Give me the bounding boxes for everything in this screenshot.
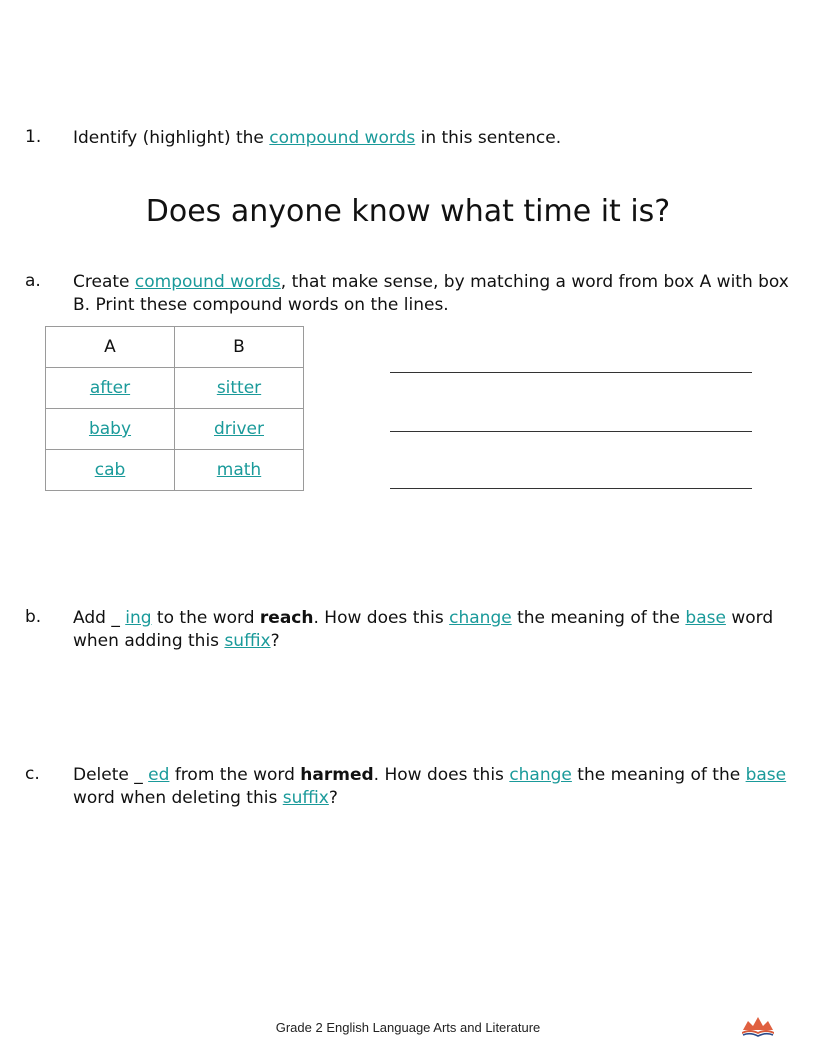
table-cell: [46, 409, 175, 450]
compound-words-link[interactable]: compound words: [134, 272, 281, 292]
question-label: a.: [25, 271, 41, 291]
change-link[interactable]: change: [509, 765, 572, 785]
change-link[interactable]: change: [449, 608, 512, 628]
table-cell: [175, 368, 304, 409]
column-header-a: A: [46, 327, 175, 368]
ed-link[interactable]: ed: [148, 765, 170, 785]
question-label: b.: [25, 607, 42, 627]
compound-words-link[interactable]: compound words: [269, 128, 416, 148]
table-cell: [46, 368, 175, 409]
base-link[interactable]: base: [685, 608, 726, 628]
table-row: [46, 368, 304, 409]
question-text: [73, 127, 793, 150]
table-cell: [46, 450, 175, 491]
question-text: [73, 607, 793, 652]
text-segment: Identify (highlight) the: [73, 128, 270, 148]
answer-line-1[interactable]: [390, 372, 752, 373]
answer-line-2[interactable]: [390, 431, 752, 432]
text-segment: ?: [270, 630, 280, 651]
text-segment: the meaning of the: [571, 765, 746, 785]
text-segment: to the word: [151, 608, 260, 628]
text-segment: Delete _: [73, 765, 149, 785]
ing-link[interactable]: ing: [125, 608, 152, 628]
text-segment: in this sentence.: [415, 128, 562, 148]
question-number: 1.: [25, 127, 42, 147]
text-segment: the meaning of the: [511, 608, 686, 628]
column-header-b: B: [175, 327, 304, 368]
table-header-row: [46, 327, 304, 368]
word-link-driver[interactable]: driver: [213, 419, 264, 439]
book-logo-icon: [741, 1014, 775, 1043]
text-segment: ?: [328, 787, 338, 808]
table-cell: [175, 450, 304, 491]
table-cell: [175, 409, 304, 450]
word-link-after[interactable]: after: [89, 378, 131, 398]
suffix-link[interactable]: suffix: [282, 787, 329, 808]
text-segment: . How does this: [373, 765, 510, 785]
text-segment: from the word: [169, 765, 301, 785]
word-link-baby[interactable]: baby: [88, 419, 132, 439]
keyword-reach: reach: [259, 608, 314, 628]
table-row: [46, 409, 304, 450]
question-label: c.: [25, 764, 40, 784]
base-link[interactable]: base: [745, 765, 787, 785]
question-text: [73, 271, 793, 316]
text-segment: Add _: [73, 608, 126, 628]
word-link-math[interactable]: math: [216, 460, 262, 480]
question-text: [73, 764, 793, 809]
text-segment: word when deleting this: [73, 787, 283, 808]
text-segment: Create: [73, 272, 135, 292]
text-segment: word when adding this: [73, 608, 774, 651]
word-table: [45, 326, 304, 491]
table-row: [46, 450, 304, 491]
page-footer: Grade 2 English Language Arts and Literature: [275, 1020, 541, 1035]
suffix-link[interactable]: suffix: [224, 630, 271, 651]
text-segment: . How does this: [313, 608, 450, 628]
example-sentence: Does anyone know what time it is?: [145, 194, 671, 229]
keyword-harmed: harmed: [300, 765, 374, 785]
word-link-sitter[interactable]: sitter: [216, 378, 262, 398]
word-link-cab[interactable]: cab: [94, 460, 126, 480]
answer-line-3[interactable]: [390, 488, 752, 489]
text-segment: , that make sense, by matching a word from box A with box B. Print these compound words on the lines.: [73, 272, 789, 315]
